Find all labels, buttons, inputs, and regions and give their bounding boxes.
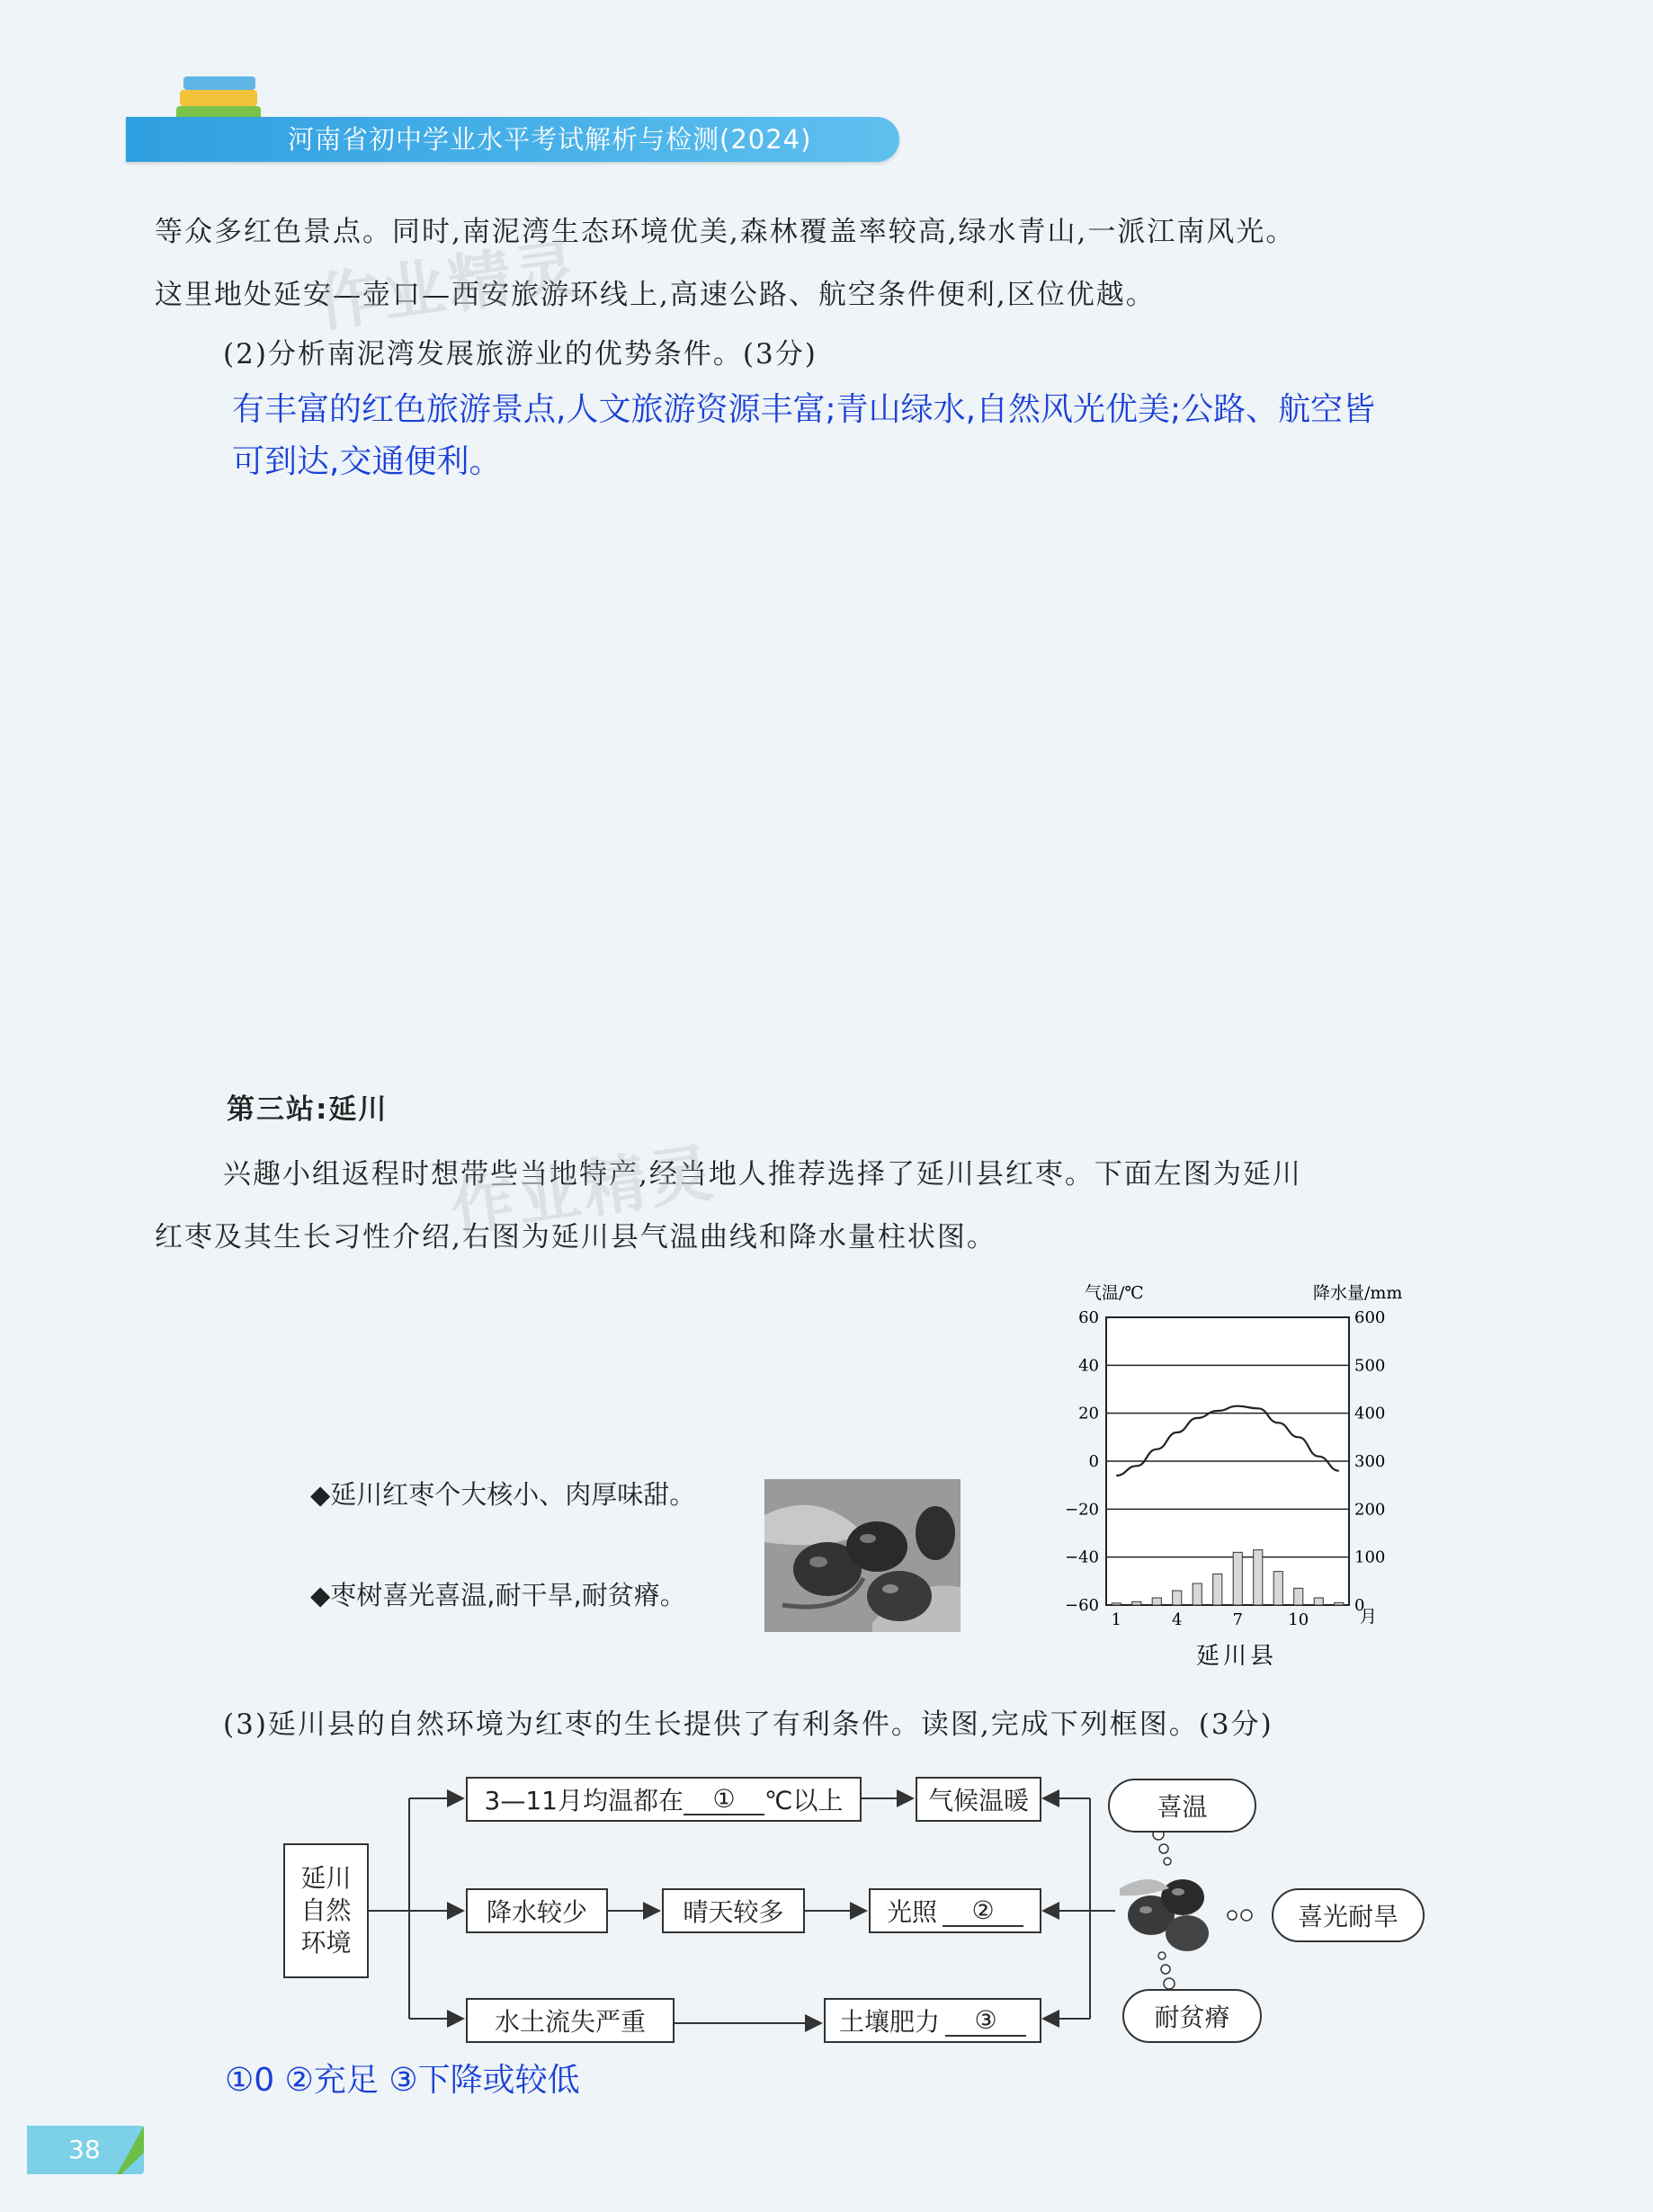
box-temp-suffix: ℃以上 (764, 1786, 844, 1815)
y-right-tick: 200 (1354, 1500, 1386, 1520)
y-right-label: 降水量/mm (1313, 1283, 1403, 1303)
y-left-tick: −40 (1065, 1548, 1099, 1567)
y-right-tick: 0 (1354, 1596, 1365, 1615)
y-left-label: 气温/℃ (1085, 1283, 1144, 1303)
blank-3: ③ (945, 2005, 1026, 2037)
paragraph-line-2: 这里地处延安—壶口—西安旅游环线上,高速公路、航空条件便利,区位优越。 (155, 279, 1156, 311)
y-left-tick: 0 (1088, 1452, 1099, 1471)
y-left-tick: 60 (1078, 1308, 1099, 1327)
jujube-small-photo-icon (1115, 1861, 1223, 1956)
blank-2: ② (943, 1895, 1023, 1927)
y-right-tick: 400 (1354, 1404, 1386, 1423)
blank-1: ① (684, 1784, 764, 1815)
y-left-tick: 20 (1078, 1404, 1099, 1423)
x-tick: 10 (1288, 1610, 1309, 1629)
y-right-tick: 300 (1354, 1452, 1386, 1471)
box-temp-prefix: 3—11月均温都在 (484, 1786, 684, 1815)
chart-title: 延川县 (1196, 1643, 1278, 1670)
cloud-warm: 喜温 (1108, 1779, 1256, 1833)
env-box (283, 1843, 369, 1978)
watermark-2: 作业精灵 (446, 1135, 721, 1246)
box-temperature (466, 1777, 862, 1822)
page-number: 38 (68, 2135, 101, 2164)
box-light-prefix: 光照 (886, 1897, 937, 1927)
y-right-tick: 100 (1354, 1548, 1386, 1567)
question-2: (2)分析南泥湾发展旅游业的优势条件。(3分) (223, 338, 818, 370)
intro-line-1: 兴趣小组返程时想带些当地特产,经当地人推荐选择了延川县红枣。下面左图为延川 (223, 1158, 1302, 1191)
x-label: 月 (1360, 1607, 1378, 1627)
cloud-light-drought: 喜光耐旱 (1272, 1888, 1425, 1942)
page-number-tab (27, 2126, 144, 2174)
y-right-tick: 500 (1354, 1356, 1386, 1376)
answer-3: ①0 ②充足 ③下降或较低 (225, 2062, 580, 2099)
feature-1: ◆延川红枣个大核小、肉厚味甜。 (310, 1479, 696, 1510)
env-box-line-1: 延川 (300, 1863, 352, 1893)
answer-2-line-1: 有丰富的红色旅游景点,人文旅游资源丰富;青山绿水,自然风光优美;公路、航空皆 (232, 391, 1376, 428)
x-tick: 7 (1232, 1610, 1243, 1629)
y-left-tick: −60 (1065, 1596, 1099, 1615)
header-title: 河南省初中学业水平考试解析与检测(2024) (288, 124, 812, 155)
env-box-line-2: 自然 (300, 1895, 352, 1925)
box-warm-climate: 气候温暖 (916, 1777, 1041, 1822)
intro-line-2: 红枣及其生长习性介绍,右图为延川县气温曲线和降水量柱状图。 (155, 1221, 996, 1253)
y-right-tick: 600 (1354, 1308, 1386, 1327)
paragraph-line-1: 等众多红色景点。同时,南泥湾生态环境优美,森林覆盖率较高,绿水青山,一派江南风光。 (155, 216, 1296, 248)
box-light (869, 1888, 1041, 1933)
box-sunny: 晴天较多 (662, 1888, 805, 1933)
box-less-rain: 降水较少 (466, 1888, 608, 1933)
watermark-1: 作业精灵 (311, 230, 586, 342)
x-tick: 1 (1111, 1610, 1121, 1629)
box-erosion: 水土流失严重 (466, 1998, 675, 2043)
box-soil-prefix: 土壤肥力 (838, 2007, 940, 2037)
cloud-poor-soil: 耐贫瘠 (1122, 1989, 1262, 2043)
box-soil (824, 1998, 1041, 2043)
feature-2: ◆枣树喜光喜温,耐干旱,耐贫瘠。 (310, 1580, 686, 1610)
answer-2-line-2: 可到达,交通便利。 (232, 443, 502, 480)
y-left-tick: 40 (1078, 1356, 1099, 1376)
section-title-station-3: 第三站:延川 (227, 1093, 389, 1126)
y-left-tick: −20 (1065, 1500, 1099, 1520)
env-box-line-3: 环境 (300, 1928, 352, 1958)
question-3: (3)延川县的自然环境为红枣的生长提供了有利条件。读图,完成下列框图。(3分) (223, 1708, 1273, 1741)
x-tick: 4 (1172, 1610, 1183, 1629)
